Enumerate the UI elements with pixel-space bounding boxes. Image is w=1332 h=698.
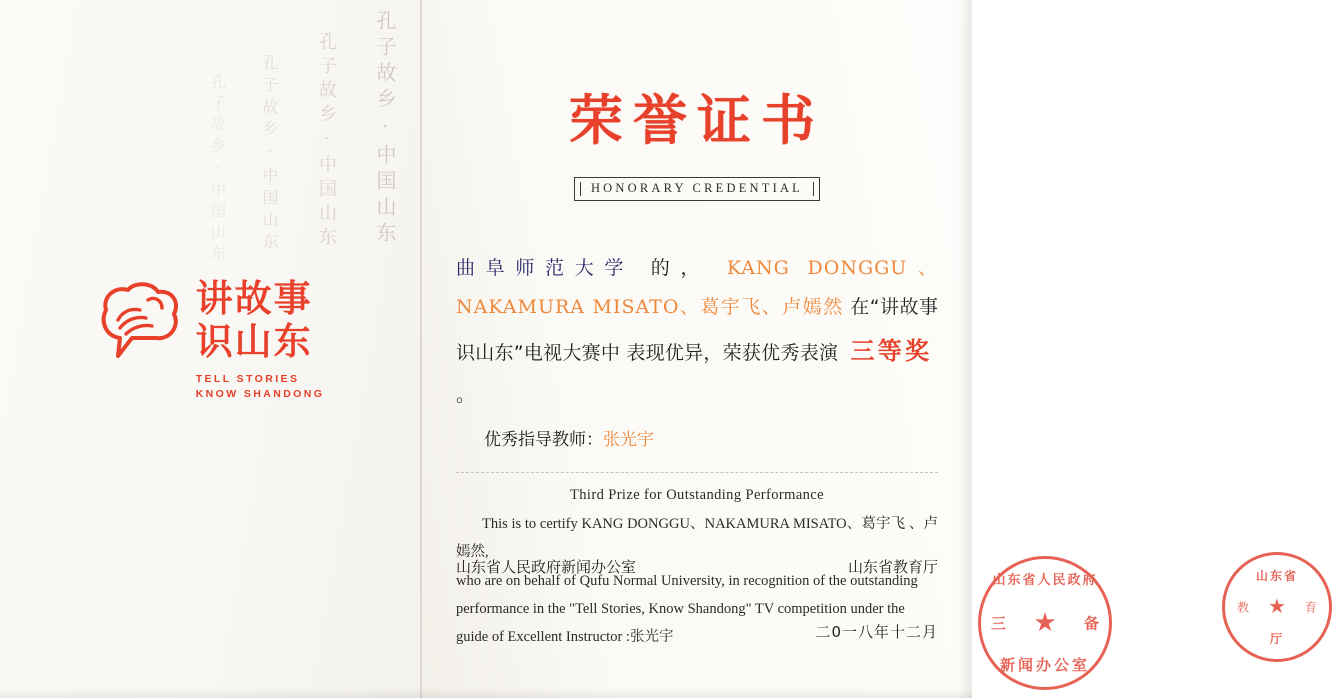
prize-level: 三等奖 bbox=[850, 336, 933, 365]
issuer-right: 山东省教育厅 bbox=[847, 558, 938, 576]
body-clause-2: 表现优异，荣获优秀表演 bbox=[626, 341, 839, 364]
seal-main-arc-top: 山东省人民政府 bbox=[992, 573, 1098, 588]
recipient-names: KANG DONGGU、NAKAMURA MISATO、葛宇飞、卢嫣然 bbox=[456, 257, 938, 318]
seal-main-arc-bottom: 新闻办公室 bbox=[999, 656, 1090, 674]
section-divider bbox=[456, 472, 938, 473]
seal-second-star-icon: ★ bbox=[1268, 596, 1286, 618]
brand-logo-en-line-1: TELL STORIES bbox=[195, 372, 300, 385]
calligraphy-watermark bbox=[178, 8, 398, 266]
issue-date: 二0一八年十二月 bbox=[815, 623, 938, 641]
calligraphy-column-2: 孔子故乡·中国山东 bbox=[316, 32, 337, 251]
calligraphy-column-3: 孔子故乡·中国山东 bbox=[260, 54, 279, 255]
certificate-footer bbox=[456, 556, 938, 642]
hand-speech-bubble-icon bbox=[96, 280, 182, 372]
seal-main-mid-left: 三 bbox=[991, 616, 1007, 633]
instructor-label: 优秀指导教师： bbox=[484, 430, 603, 450]
certificate-left-page bbox=[0, 0, 420, 698]
official-seal-education bbox=[1222, 552, 1332, 662]
body-period: 。 bbox=[456, 384, 476, 407]
en-paragraph-line-1: This is to certify KANG DONGGU、NAKAMURA MISATO、葛宇飞 、卢嫣然, bbox=[456, 516, 938, 561]
brand-logo-line-2: 识山东 bbox=[195, 319, 313, 363]
seal-star-icon: ★ bbox=[1033, 608, 1057, 637]
seal-second-mid-right: 育 bbox=[1304, 600, 1317, 615]
en-paragraph-line-4: guide of Excellent Instructor :张光宇 bbox=[456, 629, 674, 646]
brand-logo-en-line-2: KNOW SHANDONG bbox=[195, 388, 325, 401]
instructor-name: 张光宇 bbox=[603, 430, 654, 450]
brand-logo-text bbox=[196, 278, 325, 402]
calligraphy-column-4: 孔子故乡·中国山东 bbox=[209, 74, 227, 266]
page-edge-shadow bbox=[958, 0, 972, 698]
brand-logo-line-1: 讲故事 bbox=[195, 277, 313, 320]
seal-second-arc-bottom: 厅 bbox=[1269, 632, 1284, 646]
recipient-organization: 曲阜师范大学 bbox=[456, 257, 635, 279]
seal-second-arc-top: 山东省 bbox=[1255, 569, 1298, 583]
certificate-title-en: HONORARY CREDENTIAL bbox=[574, 177, 820, 201]
certificate-right-page bbox=[422, 0, 1317, 698]
certificate-title-cn: 荣誉证书 bbox=[569, 89, 825, 152]
body-clause-1: 在“讲故事 识山东”电视大赛中 bbox=[456, 295, 939, 364]
calligraphy-column-1: 孔子故乡·中国山东 bbox=[373, 10, 397, 248]
issuer-left: 山东省人民政府新闻办公室 bbox=[456, 558, 637, 576]
certificate-subtitle-wrap bbox=[456, 177, 938, 201]
brand-logo bbox=[0, 278, 420, 402]
seal-main-mid-right: 备 bbox=[1083, 616, 1099, 633]
certificate-en-heading: Third Prize for Outstanding Performance bbox=[570, 487, 824, 503]
seal-second-mid-left: 教 bbox=[1237, 600, 1250, 615]
certificate-body-chinese bbox=[456, 249, 938, 415]
body-particle: 的， bbox=[650, 257, 711, 279]
en-paragraph-line-3: performance in the "Tell Stories, Know Shandong" TV competition under the bbox=[456, 600, 905, 617]
official-seal-main bbox=[978, 556, 1112, 690]
instructor-line bbox=[456, 425, 938, 450]
en-paragraph-line-2: who are on behalf of Qufu Normal University, in recognition of the outstanding bbox=[456, 572, 918, 589]
